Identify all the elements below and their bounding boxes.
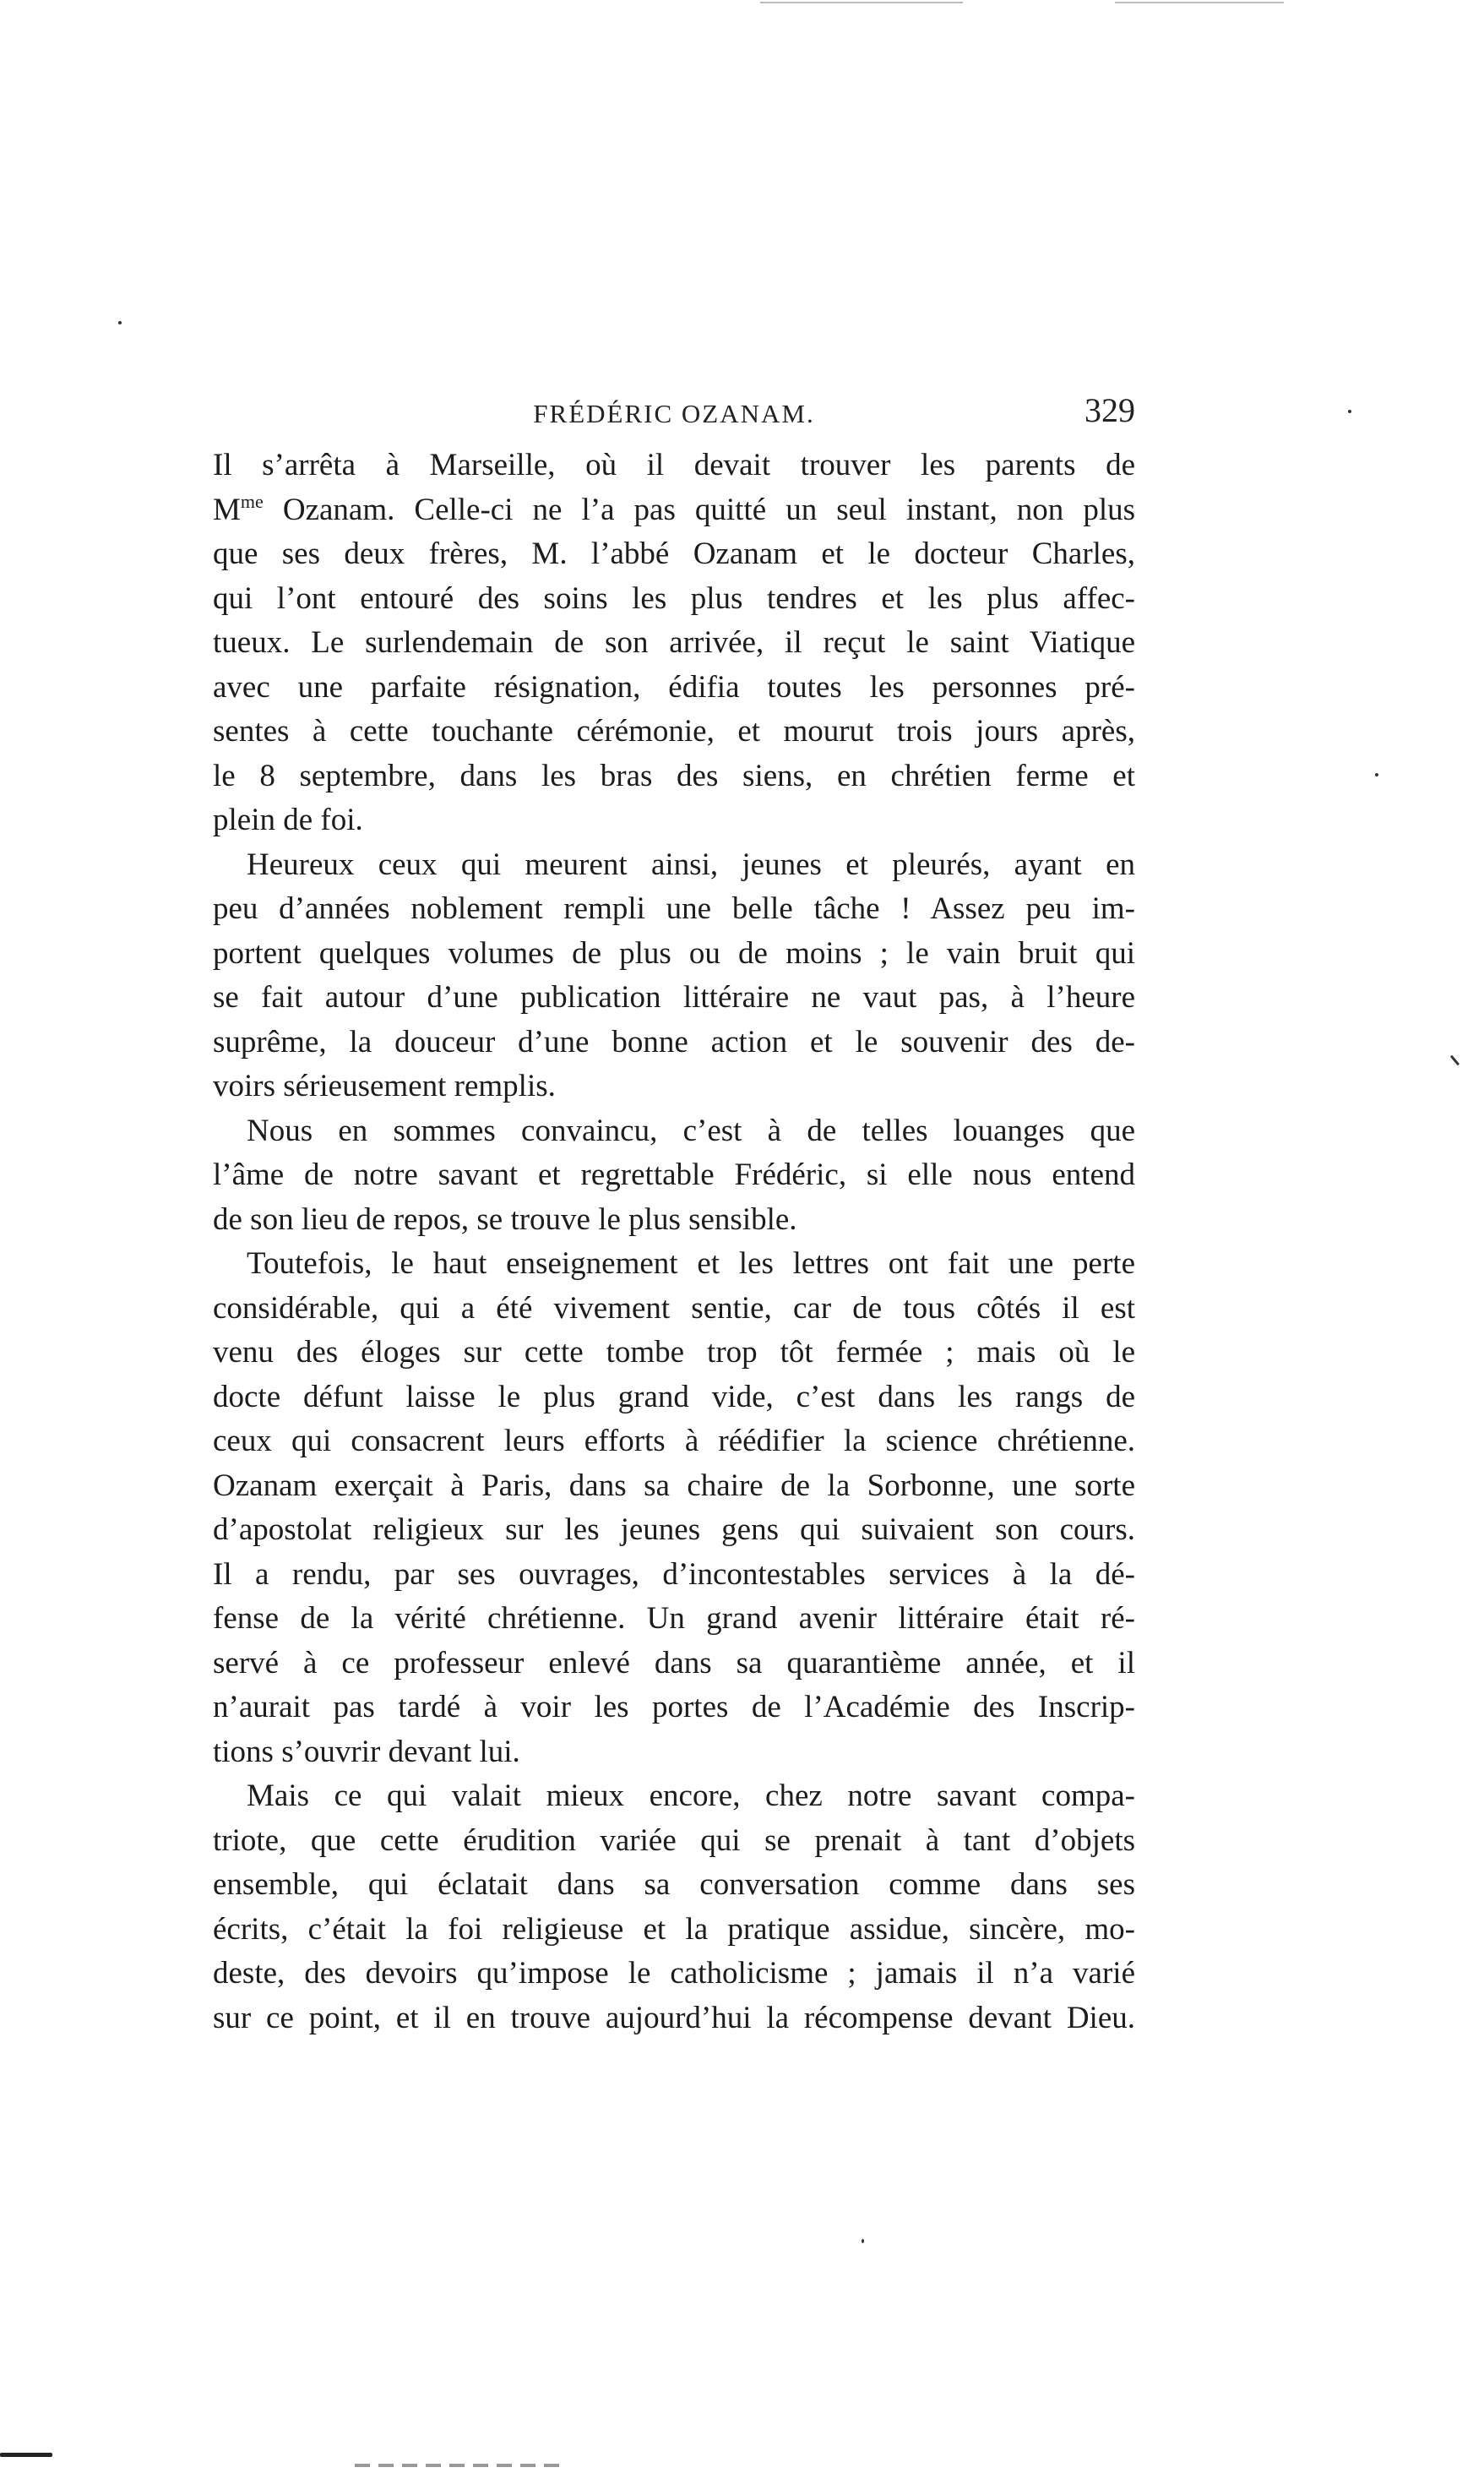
paragraph — [213, 1774, 1135, 2040]
ink-speck — [1348, 410, 1351, 413]
text-line: le 8 septembre, dans les bras des siens, en chrétien ferme et — [213, 758, 1135, 793]
text-line: Heureux ceux qui meurent ainsi, jeunes et pleurés, ayant en — [247, 847, 1135, 882]
top-edge-trace — [760, 2, 963, 3]
text-line: sur ce point, et il en trouve aujourd’hui la récompense devant Dieu. — [213, 2000, 1135, 2035]
text-line: tions s’ouvrir devant lui. — [213, 1734, 520, 1769]
text-line: Nous en sommes convaincu, c’est à de telles louanges que — [247, 1113, 1135, 1148]
text-line: tueux. Le surlendemain de son arrivée, il reçut le saint Viatique — [213, 625, 1135, 660]
text-line: Il s’arrêta à Marseille, où il devait trouver les parents de — [213, 448, 1135, 482]
bottom-edge-trace — [355, 2464, 566, 2467]
honorific: $M^{me}$ — [213, 490, 264, 527]
text-line: docte défunt laisse le plus grand vide, c’est dans les rangs de — [213, 1379, 1135, 1414]
running-title: FRÉDÉRIC OZANAM. — [533, 399, 815, 428]
text-line: se fait autour d’une publication littéraire ne vaut pas, à l’heure — [213, 980, 1135, 1015]
text-line: considérable, qui a été vivement sentie, car de tous côtés il est — [213, 1290, 1135, 1326]
body-text — [213, 444, 1135, 2040]
text-line: n’aurait pas tardé à voir les portes de l’Académie des Inscrip- — [213, 1690, 1135, 1724]
ink-speck — [118, 321, 122, 324]
text-line: Il a rendu, par ses ouvrages, d’incontestables services à la dé- — [213, 1556, 1135, 1592]
paragraph — [213, 1109, 1135, 1243]
text-line: triote, que cette érudition variée qui se prenait à tant d’objets — [213, 1822, 1135, 1858]
text-line: avec une parfaite résignation, édifia toutes les personnes pré- — [213, 669, 1135, 705]
text-line: Toutefois, le haut enseignement et les lettres ont fait une perte — [247, 1246, 1135, 1281]
text-line: venu des éloges sur cette tombe trop tôt fermée ; mais où le — [213, 1335, 1135, 1370]
text-line: servé à ce professeur enlevé dans sa quarantième année, et il — [213, 1645, 1135, 1680]
text-line: $M^{me}$ Ozanam. Celle-ci ne l’a pas quitté un seul instant, non plus — [213, 490, 1136, 527]
text-line: sentes à cette touchante cérémonie, et mourut trois jours après, — [213, 714, 1135, 749]
edge-mark — [0, 2453, 52, 2457]
text-line: que ses deux frères, M. l’abbé Ozanam et le docteur Charles, — [213, 537, 1135, 571]
text-line: Ozanam exerçait à Paris, dans sa chaire de la Sorbonne, une sorte — [213, 1468, 1135, 1503]
text-line: ensemble, qui éclatait dans sa conversation comme dans ses — [213, 1867, 1135, 1902]
text-line: portent quelques volumes de plus ou de moins ; le vain bruit qui — [213, 935, 1135, 971]
text-line: suprême, la douceur d’une bonne action et le souvenir des de- — [213, 1024, 1135, 1059]
text-line: l’âme de notre savant et regrettable Frédéric, si elle nous entend — [213, 1158, 1135, 1192]
text-line: peu d’années noblement rempli une belle tâche ! Assez peu im- — [213, 891, 1135, 926]
text-line: voirs sérieusement remplis. — [213, 1069, 556, 1103]
text-line: qui l’ont entouré des soins les plus tendres et les plus affec- — [213, 580, 1135, 616]
text-line: d’apostolat religieux sur les jeunes gens qui suivaient son cours. — [213, 1512, 1135, 1547]
text-line: écrits, c’était la foi religieuse et la pratique assidue, sincère, mo- — [213, 1911, 1135, 1947]
ink-speck — [862, 2239, 864, 2243]
ink-speck — [1450, 1055, 1460, 1066]
page-number: 329 — [1084, 391, 1135, 429]
paragraph — [213, 1242, 1135, 1774]
ink-speck — [1375, 773, 1378, 776]
top-edge-trace — [1115, 2, 1284, 3]
running-head — [213, 390, 1135, 438]
paragraph — [213, 843, 1135, 1109]
text-line: Mais ce qui valait mieux encore, chez notre savant compa- — [247, 1778, 1135, 1813]
text-line: ceux qui consacrent leurs efforts à réédifier la science chrétienne. — [213, 1424, 1135, 1458]
text-line: fense de la vérité chrétienne. Un grand avenir littéraire était ré- — [213, 1601, 1135, 1636]
paragraph — [213, 444, 1135, 843]
text-line: deste, des devoirs qu’impose le catholicisme ; jamais il n’a varié — [213, 1956, 1135, 1991]
text-line: plein de foi. — [213, 803, 363, 837]
text-line: de son lieu de repos, se trouve le plus sensible. — [213, 1201, 797, 1237]
